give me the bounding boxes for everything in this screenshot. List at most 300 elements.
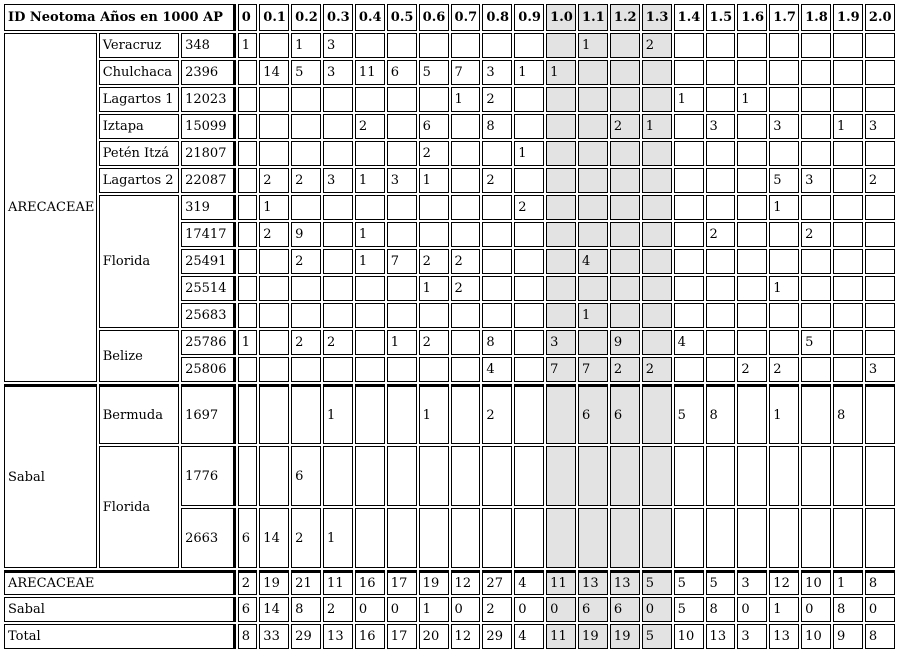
count-cell: 11 [546,570,576,595]
count-cell [259,384,289,444]
count-cell [674,508,704,568]
totals-section [4,570,895,649]
count-cell [482,249,512,274]
count-cell: 6 [238,597,258,622]
count-cell [514,168,544,193]
count-cell [578,446,608,506]
table-row [4,33,895,58]
count-cell [323,141,353,166]
count-cell: 1 [419,384,449,444]
neotoma-id: 25683 [181,303,236,328]
count-cell: 9 [833,624,863,649]
count-cell [291,357,321,382]
table-header [4,4,895,31]
count-cell [546,87,576,112]
count-cell [578,60,608,85]
count-cell [801,87,831,112]
count-cell: 2 [482,384,512,444]
count-cell [674,33,704,58]
count-cell: 1 [355,222,385,247]
count-cell [833,60,863,85]
taxon-label: ARECACEAE [4,33,97,382]
count-cell: 2 [323,597,353,622]
count-cell [674,60,704,85]
count-cell: 4 [514,624,544,649]
count-cell: 1 [769,195,799,220]
count-cell [514,330,544,355]
count-cell [801,276,831,301]
count-cell [610,446,640,506]
count-cell [259,446,289,506]
count-cell [419,357,449,382]
count-cell [387,87,417,112]
count-cell: 2 [610,357,640,382]
count-cell: 2 [642,357,672,382]
count-cell: 2 [642,33,672,58]
count-cell: 16 [355,624,385,649]
count-cell [801,114,831,139]
count-cell [737,303,767,328]
count-cell [674,276,704,301]
site-name: Belize [99,330,179,382]
count-cell: 7 [578,357,608,382]
count-cell [674,195,704,220]
time-header-cell: 1.7 [769,4,799,31]
count-cell [387,222,417,247]
count-cell: 11 [323,570,353,595]
neotoma-id: 25514 [181,276,236,301]
count-cell [514,508,544,568]
count-cell [238,60,258,85]
count-cell [514,249,544,274]
count-cell [259,114,289,139]
count-cell [674,141,704,166]
count-cell [482,195,512,220]
count-cell [801,384,831,444]
count-cell: 14 [259,60,289,85]
count-cell: 19 [259,570,289,595]
total-label: Sabal [4,597,236,622]
count-cell [546,141,576,166]
count-cell [387,446,417,506]
count-cell: 13 [706,624,736,649]
count-cell [419,195,449,220]
count-cell: 1 [578,33,608,58]
count-cell [451,222,481,247]
time-header-cell: 0.6 [419,4,449,31]
count-cell [642,303,672,328]
count-cell [769,87,799,112]
count-cell [323,87,353,112]
count-cell: 12 [451,624,481,649]
count-cell [833,276,863,301]
count-cell [355,508,385,568]
count-cell: 0 [865,597,895,622]
count-cell [737,141,767,166]
count-cell: 19 [578,624,608,649]
count-cell [355,276,385,301]
count-cell [514,276,544,301]
count-cell [737,446,767,506]
site-name: Bermuda [99,384,179,444]
count-cell: 1 [419,168,449,193]
count-cell: 1 [514,141,544,166]
count-cell: 8 [238,624,258,649]
count-cell [833,87,863,112]
count-cell [238,114,258,139]
count-cell [419,508,449,568]
count-cell [706,446,736,506]
count-cell [514,446,544,506]
count-cell [642,508,672,568]
time-header-cell: 0 [238,4,258,31]
count-cell [706,508,736,568]
count-cell [737,508,767,568]
count-cell [801,303,831,328]
count-cell: 6 [291,446,321,506]
count-cell [259,87,289,112]
count-cell: 5 [291,60,321,85]
count-cell [801,141,831,166]
neotoma-id: 21807 [181,141,236,166]
count-cell [259,249,289,274]
count-cell [451,330,481,355]
count-cell [419,222,449,247]
count-cell: 2 [610,114,640,139]
neotoma-id: 12023 [181,87,236,112]
count-cell: 19 [419,570,449,595]
count-cell [642,222,672,247]
count-cell [546,446,576,506]
count-cell: 1 [323,384,353,444]
time-header-cell: 0.3 [323,4,353,31]
count-cell: 7 [546,357,576,382]
count-cell: 1 [514,60,544,85]
count-cell [801,446,831,506]
count-cell [801,249,831,274]
count-cell [737,276,767,301]
count-cell: 2 [323,330,353,355]
count-cell [865,60,895,85]
time-header-cell: 0.9 [514,4,544,31]
count-cell: 21 [291,570,321,595]
count-cell: 3 [865,357,895,382]
time-header-cell: 1.1 [578,4,608,31]
count-cell [865,87,895,112]
count-cell [833,141,863,166]
count-cell [259,276,289,301]
count-cell: 1 [323,508,353,568]
count-cell [610,168,640,193]
count-cell: 5 [674,384,704,444]
count-cell: 3 [706,114,736,139]
count-cell [546,222,576,247]
count-cell [387,508,417,568]
count-cell [737,249,767,274]
count-cell [546,508,576,568]
count-cell [546,303,576,328]
taxon-label: Sabal [4,384,97,568]
count-cell [706,141,736,166]
count-cell [706,303,736,328]
count-cell: 8 [865,624,895,649]
count-cell [833,330,863,355]
total-row [4,624,895,649]
count-cell [674,222,704,247]
count-cell [769,303,799,328]
count-cell: 10 [674,624,704,649]
count-cell: 1 [291,33,321,58]
count-cell: 5 [801,330,831,355]
count-cell [801,195,831,220]
count-cell [769,141,799,166]
count-cell [865,384,895,444]
neotoma-id: 2396 [181,60,236,85]
count-cell [323,276,353,301]
count-cell: 13 [769,624,799,649]
time-header-cell: 0.2 [291,4,321,31]
count-cell [355,33,385,58]
count-cell [610,141,640,166]
count-cell: 19 [610,624,640,649]
count-cell [706,195,736,220]
count-cell [578,222,608,247]
count-cell [769,249,799,274]
count-cell: 20 [419,624,449,649]
count-cell: 8 [865,570,895,595]
neotoma-id: 25786 [181,330,236,355]
count-cell [419,303,449,328]
count-cell: 7 [451,60,481,85]
count-cell [291,141,321,166]
count-cell: 2 [419,141,449,166]
count-cell: 10 [801,624,831,649]
count-cell [769,330,799,355]
count-cell [578,114,608,139]
time-header-cell: 1.8 [801,4,831,31]
count-cell: 2 [291,168,321,193]
count-cell: 5 [674,597,704,622]
site-name: Petén Itzá [99,141,179,166]
count-cell [451,303,481,328]
count-cell [833,168,863,193]
count-cell [238,446,258,506]
count-cell [514,222,544,247]
count-cell [833,446,863,506]
count-cell [387,114,417,139]
count-cell: 0 [355,597,385,622]
count-cell [451,168,481,193]
count-cell: 2 [482,597,512,622]
count-cell: 13 [610,570,640,595]
count-cell: 3 [865,114,895,139]
site-name: Veracruz [99,33,179,58]
count-cell [323,249,353,274]
count-cell [578,141,608,166]
count-cell [259,303,289,328]
count-cell [259,33,289,58]
count-cell: 2 [419,249,449,274]
count-cell [387,33,417,58]
count-cell [451,384,481,444]
site-name: Florida [99,195,179,328]
count-cell: 1 [419,276,449,301]
count-cell: 7 [387,249,417,274]
count-cell [833,508,863,568]
count-cell [514,114,544,139]
table-row [4,195,895,220]
count-cell [642,141,672,166]
count-cell [737,60,767,85]
site-name: Lagartos 2 [99,168,179,193]
count-cell: 3 [801,168,831,193]
count-cell [546,249,576,274]
count-cell: 0 [546,597,576,622]
count-cell: 2 [291,508,321,568]
count-cell [291,276,321,301]
count-cell [387,303,417,328]
count-cell [833,357,863,382]
count-cell: 1 [355,168,385,193]
header-row [4,4,895,31]
count-cell [642,384,672,444]
count-cell [674,168,704,193]
count-cell: 12 [769,570,799,595]
count-cell [238,222,258,247]
count-cell: 4 [482,357,512,382]
count-cell [387,276,417,301]
count-cell: 33 [259,624,289,649]
count-cell [865,508,895,568]
table-body [4,33,895,568]
count-cell: 1 [769,384,799,444]
count-cell [642,168,672,193]
count-cell [482,141,512,166]
count-cell: 4 [578,249,608,274]
site-name: Chulchaca [99,60,179,85]
count-cell [482,303,512,328]
table-row [4,141,895,166]
count-cell [833,303,863,328]
count-cell: 0 [514,597,544,622]
count-cell: 10 [801,570,831,595]
time-header-cell: 1.6 [737,4,767,31]
count-cell [578,168,608,193]
count-cell [801,508,831,568]
neotoma-id: 25491 [181,249,236,274]
count-cell [737,384,767,444]
count-cell [323,114,353,139]
count-cell: 2 [259,222,289,247]
site-name: Iztapa [99,114,179,139]
count-cell [323,303,353,328]
count-cell [769,60,799,85]
time-header-cell: 0.8 [482,4,512,31]
count-cell [451,195,481,220]
count-cell [865,303,895,328]
neotoma-id: 319 [181,195,236,220]
count-cell [238,168,258,193]
count-cell: 8 [482,330,512,355]
count-cell: 0 [642,597,672,622]
count-cell [259,357,289,382]
count-cell [706,33,736,58]
time-header-cell: 1.3 [642,4,672,31]
count-cell: 13 [578,570,608,595]
time-header-cell: 0.1 [259,4,289,31]
count-cell: 11 [546,624,576,649]
count-cell [801,33,831,58]
count-cell [737,195,767,220]
count-cell [355,195,385,220]
count-cell: 29 [482,624,512,649]
table-row [4,168,895,193]
count-cell [865,249,895,274]
count-cell: 2 [451,249,481,274]
count-cell [833,33,863,58]
count-cell: 1 [578,303,608,328]
count-cell: 0 [737,597,767,622]
count-cell [355,87,385,112]
count-cell: 6 [238,508,258,568]
count-cell [291,195,321,220]
count-cell [642,446,672,506]
neotoma-id: 25806 [181,357,236,382]
count-cell [355,303,385,328]
count-cell [674,114,704,139]
time-header-cell: 1.2 [610,4,640,31]
count-cell [833,249,863,274]
count-cell [238,195,258,220]
count-cell [291,384,321,444]
count-cell [259,141,289,166]
count-cell: 1 [419,597,449,622]
count-cell: 1 [238,330,258,355]
count-cell [642,87,672,112]
count-cell [546,33,576,58]
count-cell: 1 [833,114,863,139]
count-cell [610,195,640,220]
total-row [4,570,895,595]
count-cell [737,114,767,139]
count-cell: 1 [355,249,385,274]
count-cell [706,60,736,85]
count-cell [578,276,608,301]
count-cell [769,508,799,568]
count-cell: 6 [419,114,449,139]
count-cell [610,222,640,247]
count-cell: 1 [769,597,799,622]
count-cell: 1 [674,87,704,112]
count-cell: 13 [323,624,353,649]
count-cell: 9 [610,330,640,355]
count-cell [578,87,608,112]
count-cell [642,195,672,220]
count-cell [355,141,385,166]
site-name: Florida [99,446,179,568]
count-cell: 5 [642,570,672,595]
count-cell [291,114,321,139]
count-cell [546,276,576,301]
count-cell [514,33,544,58]
count-cell [387,357,417,382]
count-cell: 2 [706,222,736,247]
count-cell: 1 [642,114,672,139]
neotoma-id: 22087 [181,168,236,193]
count-cell [419,33,449,58]
count-cell [865,276,895,301]
count-cell [610,33,640,58]
